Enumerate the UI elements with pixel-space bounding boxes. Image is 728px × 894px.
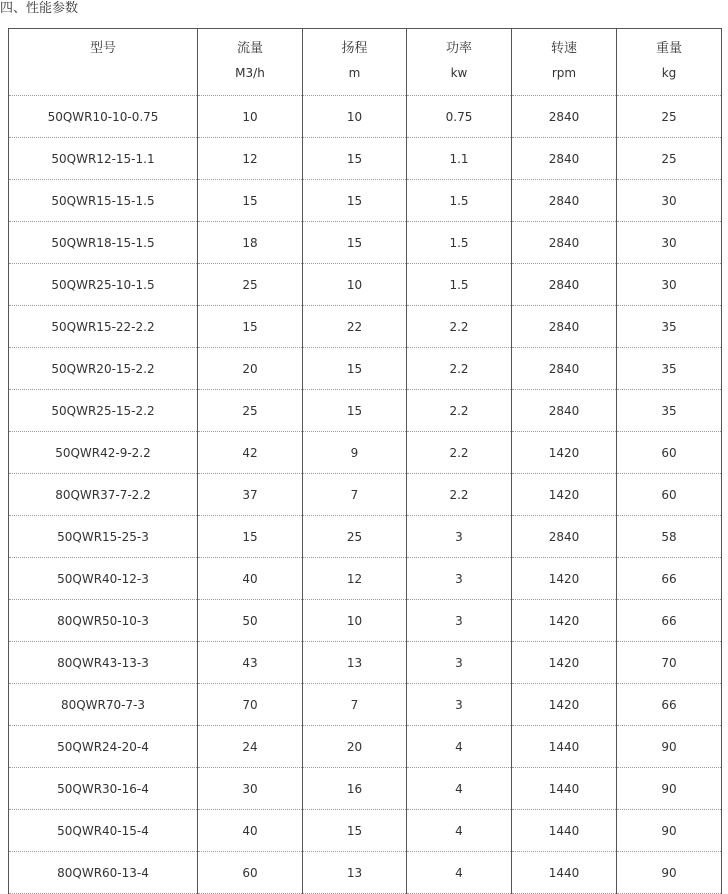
cell-flow: 37 [198,474,303,516]
cell-model: 50QWR25-10-1.5 [9,264,198,306]
table-row [9,558,722,600]
header-label: 型号 [89,41,116,56]
cell-speed: 1420 [512,684,617,726]
cell-speed: 2840 [512,306,617,348]
header-label: 流量 [236,41,263,56]
table-row [9,516,722,558]
header-unit: rpm [551,66,577,80]
table-body [9,96,722,894]
header-label: 扬程 [341,41,368,56]
cell-speed: 2840 [512,348,617,390]
header-unit: m [348,66,361,80]
cell-power: 4 [407,726,512,768]
cell-speed: 1420 [512,600,617,642]
cell-weight: 66 [617,558,722,600]
table-header-row [9,29,722,96]
cell-flow: 25 [198,264,303,306]
table-row [9,726,722,768]
cell-head: 15 [303,138,407,180]
header-label: 转速 [550,41,577,56]
cell-model: 50QWR40-15-4 [9,810,198,852]
cell-weight: 30 [617,264,722,306]
cell-speed: 2840 [512,138,617,180]
header-head [303,29,407,96]
header-unit: M3/h [235,66,265,80]
cell-flow: 70 [198,684,303,726]
cell-head: 10 [303,96,407,138]
cell-flow: 24 [198,726,303,768]
table-row [9,306,722,348]
cell-weight: 25 [617,96,722,138]
header-unit: kw [450,66,468,80]
cell-head: 20 [303,726,407,768]
header-power [407,29,512,96]
cell-weight: 30 [617,222,722,264]
cell-head: 15 [303,222,407,264]
cell-weight: 25 [617,138,722,180]
cell-speed: 2840 [512,180,617,222]
table-row [9,96,722,138]
cell-model: 80QWR50-10-3 [9,600,198,642]
cell-weight: 35 [617,390,722,432]
cell-speed: 1440 [512,768,617,810]
table-row [9,138,722,180]
performance-table [8,28,722,894]
cell-weight: 90 [617,768,722,810]
cell-flow: 40 [198,558,303,600]
cell-power: 4 [407,768,512,810]
cell-flow: 25 [198,390,303,432]
table-row [9,180,722,222]
header-weight [617,29,722,96]
cell-flow: 15 [198,516,303,558]
cell-model: 50QWR20-15-2.2 [9,348,198,390]
cell-weight: 66 [617,684,722,726]
cell-flow: 42 [198,432,303,474]
header-model [9,29,198,96]
section-title: 四、性能参数 [0,1,79,16]
table-row [9,600,722,642]
cell-flow: 50 [198,600,303,642]
cell-head: 10 [303,600,407,642]
cell-flow: 18 [198,222,303,264]
cell-flow: 15 [198,180,303,222]
cell-power: 3 [407,516,512,558]
cell-power: 2.2 [407,432,512,474]
header-flow [198,29,303,96]
cell-head: 15 [303,348,407,390]
cell-speed: 1420 [512,432,617,474]
cell-speed: 2840 [512,96,617,138]
cell-head: 15 [303,180,407,222]
cell-weight: 35 [617,306,722,348]
cell-model: 50QWR24-20-4 [9,726,198,768]
cell-weight: 70 [617,642,722,684]
cell-flow: 15 [198,306,303,348]
cell-weight: 90 [617,810,722,852]
cell-flow: 60 [198,852,303,894]
cell-power: 2.2 [407,390,512,432]
cell-flow: 30 [198,768,303,810]
table-row [9,852,722,894]
table-row [9,264,722,306]
cell-power: 3 [407,558,512,600]
cell-model: 50QWR30-16-4 [9,768,198,810]
cell-speed: 1420 [512,474,617,516]
table-row [9,684,722,726]
cell-model: 50QWR18-15-1.5 [9,222,198,264]
cell-power: 2.2 [407,306,512,348]
cell-head: 7 [303,684,407,726]
cell-flow: 20 [198,348,303,390]
cell-head: 15 [303,810,407,852]
table-row [9,768,722,810]
header-label: 重量 [655,41,682,56]
cell-weight: 90 [617,852,722,894]
cell-weight: 58 [617,516,722,558]
table-row [9,474,722,516]
cell-head: 25 [303,516,407,558]
cell-head: 9 [303,432,407,474]
cell-weight: 90 [617,726,722,768]
cell-power: 0.75 [407,96,512,138]
cell-power: 3 [407,600,512,642]
cell-speed: 1440 [512,726,617,768]
cell-model: 50QWR15-15-1.5 [9,180,198,222]
cell-head: 22 [303,306,407,348]
cell-head: 13 [303,642,407,684]
header-speed [512,29,617,96]
cell-speed: 1420 [512,642,617,684]
cell-model: 50QWR12-15-1.1 [9,138,198,180]
cell-head: 15 [303,390,407,432]
cell-weight: 60 [617,432,722,474]
cell-head: 10 [303,264,407,306]
cell-power: 1.5 [407,264,512,306]
performance-table-container [8,28,721,894]
cell-flow: 10 [198,96,303,138]
cell-model: 50QWR25-15-2.2 [9,390,198,432]
cell-power: 4 [407,810,512,852]
cell-speed: 2840 [512,516,617,558]
cell-power: 3 [407,642,512,684]
cell-speed: 1420 [512,558,617,600]
cell-flow: 43 [198,642,303,684]
header-label: 功率 [445,41,472,56]
table-row [9,642,722,684]
table-row [9,222,722,264]
cell-model: 50QWR10-10-0.75 [9,96,198,138]
cell-model: 80QWR70-7-3 [9,684,198,726]
cell-model: 50QWR42-9-2.2 [9,432,198,474]
cell-head: 13 [303,852,407,894]
cell-head: 16 [303,768,407,810]
cell-speed: 2840 [512,264,617,306]
cell-model: 50QWR40-12-3 [9,558,198,600]
table-row [9,348,722,390]
cell-flow: 40 [198,810,303,852]
cell-speed: 1440 [512,810,617,852]
table-row [9,810,722,852]
cell-power: 1.1 [407,138,512,180]
cell-power: 4 [407,852,512,894]
header-unit: kg [661,66,677,80]
cell-model: 80QWR37-7-2.2 [9,474,198,516]
cell-head: 12 [303,558,407,600]
cell-model: 80QWR43-13-3 [9,642,198,684]
cell-power: 2.2 [407,348,512,390]
table-row [9,432,722,474]
cell-model: 50QWR15-22-2.2 [9,306,198,348]
cell-speed: 2840 [512,222,617,264]
cell-model: 80QWR60-13-4 [9,852,198,894]
cell-weight: 30 [617,180,722,222]
cell-head: 7 [303,474,407,516]
cell-power: 1.5 [407,222,512,264]
cell-speed: 1440 [512,852,617,894]
cell-weight: 60 [617,474,722,516]
cell-power: 2.2 [407,474,512,516]
cell-speed: 2840 [512,390,617,432]
cell-flow: 12 [198,138,303,180]
cell-weight: 35 [617,348,722,390]
table-row [9,390,722,432]
cell-weight: 66 [617,600,722,642]
cell-power: 3 [407,684,512,726]
cell-power: 1.5 [407,180,512,222]
cell-model: 50QWR15-25-3 [9,516,198,558]
